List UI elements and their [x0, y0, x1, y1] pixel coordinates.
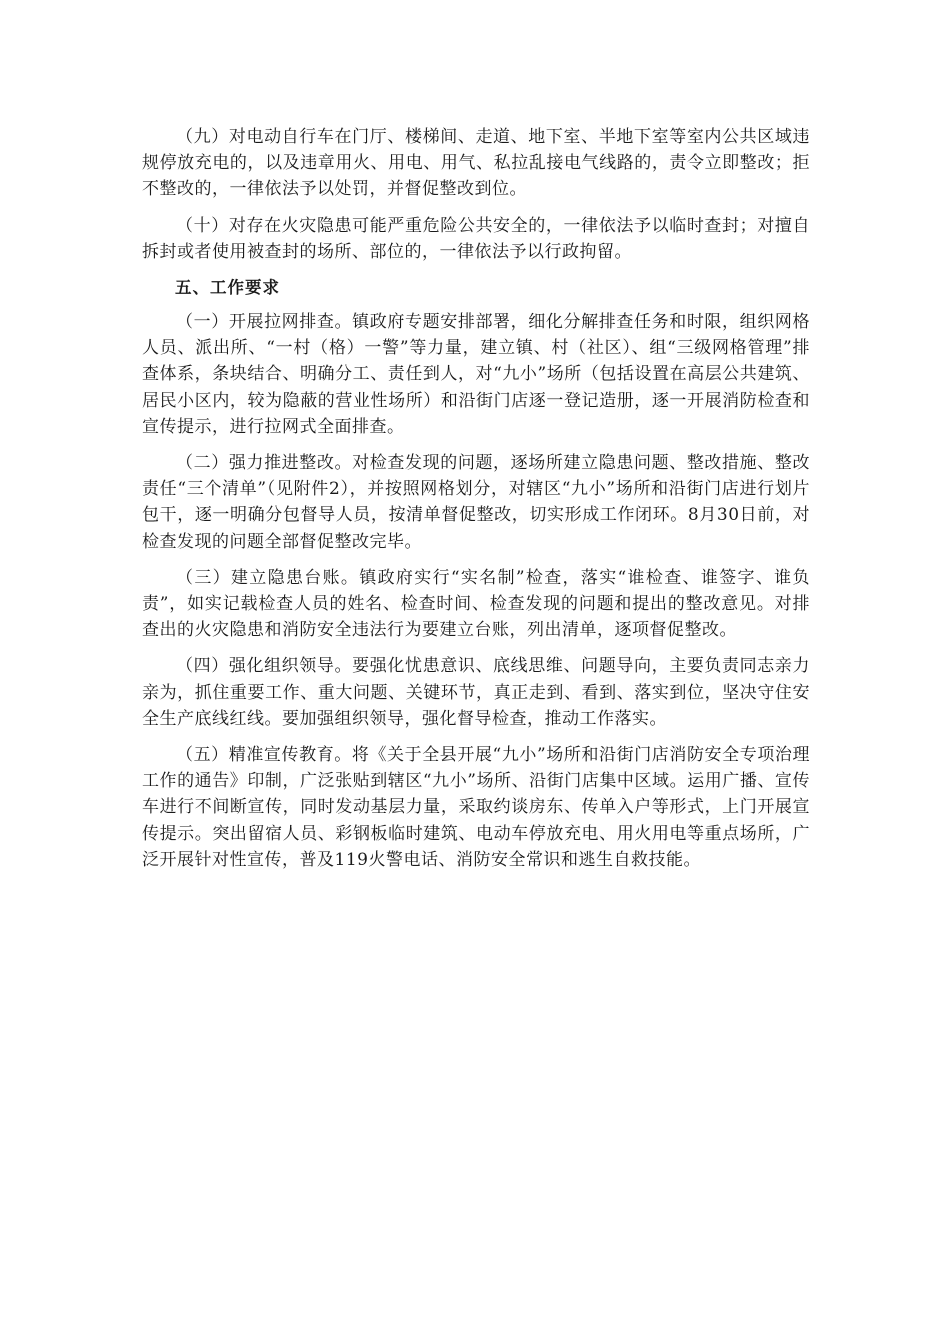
document-body	[142, 124, 810, 883]
requirement-5: （五）精准宣传教育。将《关于全县开展“九小”场所和沿街门店消防安全专项治理工作的通告》印制，广泛张贴到辖区“九小”场所、沿街门店集中区域。运用广播、宣传车进行不间断宣传，同时发动基层力量，采取约谈房东、传单入户等形式，上门开展宣传提示。突出留宿人员、彩钢板临时建筑、电动车停放充电、用火用电等重点场所，广泛开展针对性宣传，普及119火警电话、消防安全常识和逃生自救技能。	[142, 745, 810, 870]
paragraph-item-9: （九）对电动自行车在门厅、楼梯间、走道、地下室、半地下室等室内公共区域违规停放充电的，以及违章用火、用电、用气、私拉乱接电气线路的，责令立即整改；拒不整改的，一律依法予以处罚，并督促整改到位。	[142, 127, 810, 200]
requirement-1: （一）开展拉网排查。镇政府专题安排部署，细化分解排查任务和时限，组织网格人员、派出所、“一村（格）一警”等力量，建立镇、村（社区）、组“三级网格管理”排查体系，条块结合、明确分工、责任到人，对“九小”场所（包括设置在高层公共建筑、居民小区内，较为隐蔽的营业性场所）和沿街门店逐一登记造册，逐一开展消防检查和宣传提示，进行拉网式全面排查。	[142, 312, 810, 437]
paragraph-item-10: （十）对存在火灾隐患可能严重危险公共安全的，一律依法予以临时查封；对擅自拆封或者使用被查封的场所、部位的，一律依法予以行政拘留。	[142, 215, 810, 262]
requirement-2: （二）强力推进整改。对检查发现的问题，逐场所建立隐患问题、整改措施、整改责任“三个清单”（见附件2），并按照网格划分，对辖区“九小”场所和沿街门店进行划片包干，逐一明确分包督导人员，按清单督促整改，切实形成工作闭环。8月30日前，对检查发现的问题全部督促整改完毕。	[142, 453, 810, 552]
requirement-4: （四）强化组织领导。要强化忧患意识、底线思维、问题导向，主要负责同志亲力亲为，抓住重要工作、重大问题、关键环节，真正走到、看到、落实到位，坚决守住安全生产底线红线。要加强组织领导，强化督导检查，推动工作落实。	[142, 656, 810, 729]
section-heading: 五、工作要求	[175, 278, 280, 298]
requirement-3: （三）建立隐患台账。镇政府实行“实名制”检查，落实“谁检查、谁签字、谁负责”，如实记载检查人员的姓名、检查时间、检查发现的问题和提出的整改意见。对排查出的火灾隐患和消防安全违法行为要建立台账，列出清单，逐项督促整改。	[142, 567, 810, 641]
